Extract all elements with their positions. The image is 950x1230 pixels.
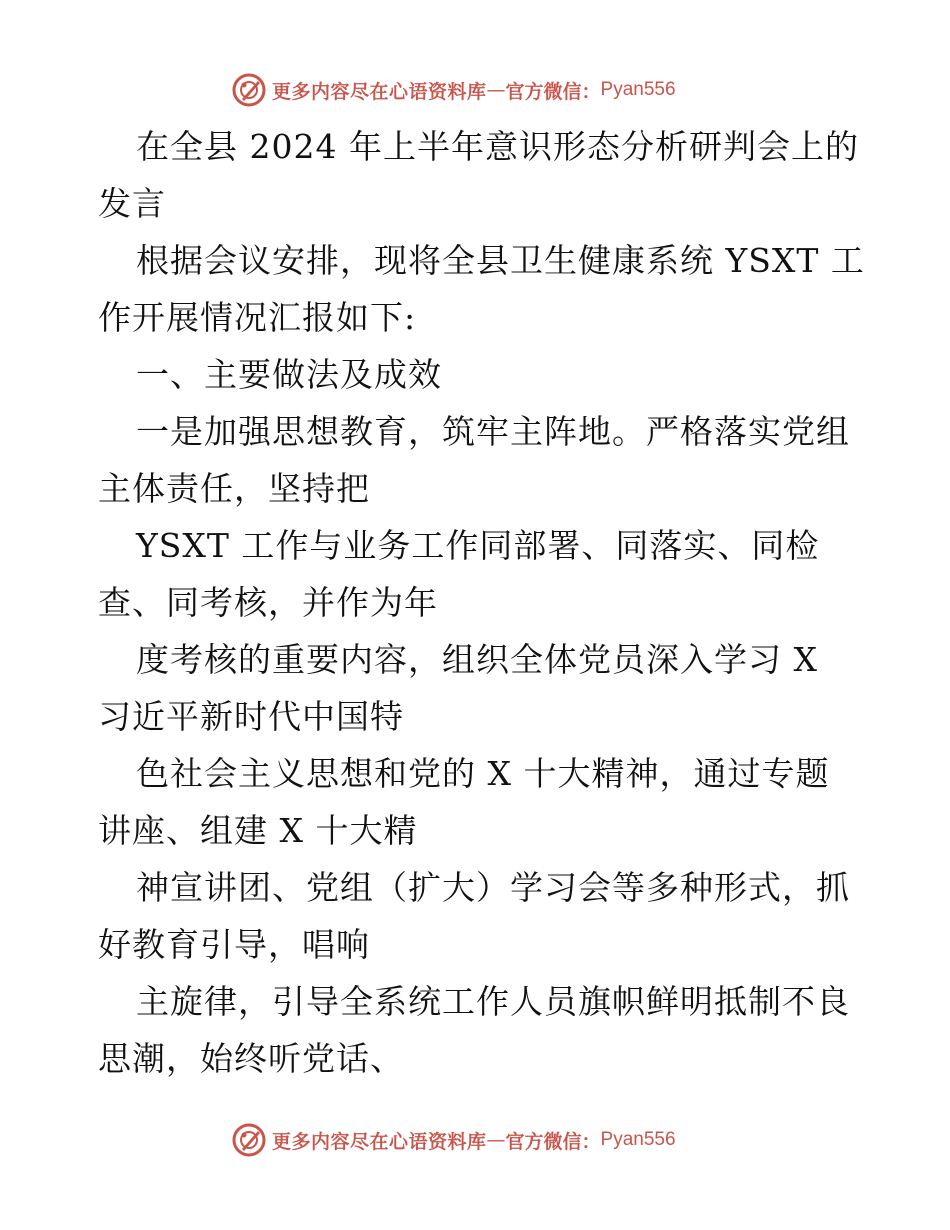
watermark-brand: 更多内容尽在心语资料库 [272, 80, 487, 103]
paragraph-line: 主旋律，引导全系统工作人员旗帜鲜明抵制不良 [136, 982, 850, 1021]
footer-watermark [232, 1120, 676, 1160]
header-watermark [232, 70, 676, 110]
paragraph-line: 好教育引导，唱响 [98, 925, 370, 964]
paragraph-line: 根据会议安排，现将全县卫生健康系统 YSXT 工 [136, 241, 865, 280]
paragraph-line: 神宣讲团、党组（扩大）学习会等多种形式，抓 [136, 868, 850, 907]
watermark-contact-label: 官方微信： [505, 1130, 601, 1153]
paragraph-line: 讲座、组建 X 十大精 [98, 811, 418, 850]
paragraph-line: 度考核的重要内容，组织全体党员深入学习 X [136, 640, 818, 679]
watermark-brand: 更多内容尽在心语资料库 [272, 1130, 487, 1153]
document-title-line-1: 在全县 2024 年上半年意识形态分析研判会上的 [136, 127, 859, 166]
watermark-separator: — [486, 1129, 506, 1151]
watermark-contact-id: Pyan556 [600, 79, 676, 100]
watermark-contact-label: 官方微信： [505, 80, 601, 103]
paragraph-line: 作开展情况汇报如下: [98, 298, 417, 337]
paragraph-line: 习近平新时代中国特 [98, 697, 404, 736]
section-heading: 一、主要做法及成效 [136, 355, 442, 394]
document-title-line-2: 发言 [98, 184, 166, 223]
paragraph-line: 色社会主义思想和党的 X 十大精神，通过专题 [136, 754, 830, 793]
paragraph-line: 主体责任，坚持把 [98, 469, 370, 508]
watermark-separator: — [486, 79, 506, 101]
paragraph-line: YSXT 工作与业务工作同部署、同落实、同检 [136, 526, 820, 565]
brand-logo-icon [232, 73, 266, 107]
watermark-contact-id: Pyan556 [600, 1129, 676, 1150]
paragraph-line: 一是加强思想教育，筑牢主阵地。严格落实党组 [136, 412, 850, 451]
paragraph-line: 思潮，始终听党话、 [98, 1039, 404, 1078]
brand-logo-icon [232, 1123, 266, 1157]
paragraph-line: 查、同考核，并作为年 [98, 583, 438, 622]
